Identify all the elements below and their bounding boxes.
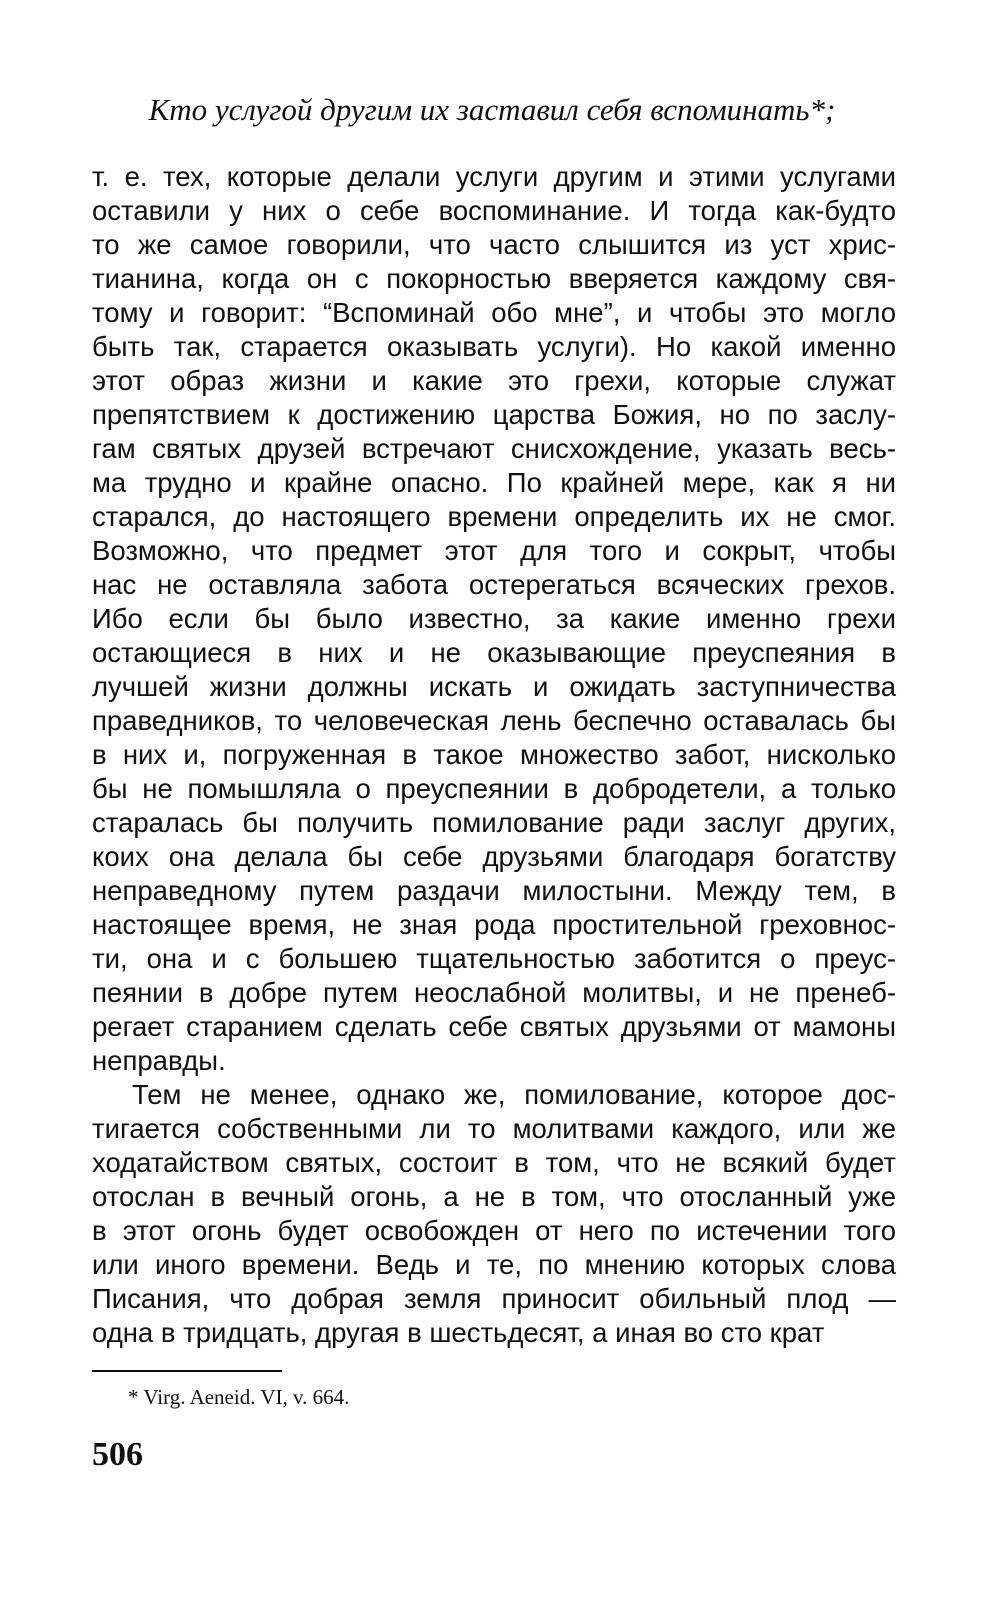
- text-line: нас не оставляла забота остерегаться всяческих грехов.: [92, 569, 896, 600]
- text-line: Ибо если бы было известно, за какие именно грехи: [92, 603, 896, 634]
- text-line: коих она делала бы себе друзьями благодаря богатству: [92, 841, 896, 872]
- paragraph-2: [92, 1078, 896, 1350]
- text-line: ти, она и с большею тщательностью заботится о преус-: [92, 943, 896, 974]
- text-line: неправды.: [92, 1045, 226, 1076]
- text-line: или иного времени. Ведь и те, по мнению которых слова: [92, 1249, 896, 1280]
- text-line: неправедному путем раздачи милостыни. Между тем, в: [92, 875, 896, 906]
- text-line: оставили у них о себе воспоминание. И тогда как-будто: [92, 195, 896, 226]
- text-line: быть так, старается оказывать услуги). Но какой именно: [92, 331, 896, 362]
- text-line: препятствием к достижению царства Божия, но по заслу-: [92, 399, 896, 430]
- text-line: этот образ жизни и какие это грехи, которые служат: [92, 365, 896, 396]
- text-line: Писания, что добрая земля приносит обильный плод —: [92, 1283, 896, 1314]
- text-line: лучшей жизни должны искать и ожидать заступничества: [92, 671, 896, 702]
- page-number: 506: [92, 1436, 143, 1473]
- text-line: старалась бы получить помилование ради заслуг других,: [92, 807, 896, 838]
- footnote-divider: [92, 1370, 282, 1372]
- text-line: ходатайством святых, состоит в том, что не всякий будет: [92, 1147, 896, 1178]
- text-line: в них и, погруженная в такое множество забот, нисколько: [92, 739, 896, 770]
- body-text: [92, 160, 896, 1350]
- text-line: тианина, когда он с покорностью вверяется каждому свя-: [92, 263, 896, 294]
- verse-quote: Кто услугой другим их заставил себя вспоминать*;: [148, 92, 836, 127]
- text-line: настоящее время, не зная рода простительной греховнос-: [92, 909, 896, 940]
- text-line: одна в тридцать, другая в шестьдесят, а иная во сто крат: [92, 1317, 825, 1348]
- footnote: * Virg. Aeneid. VI, v. 664.: [128, 1385, 350, 1409]
- text-line: Тем не менее, однако же, помилование, которое дос-: [132, 1079, 896, 1110]
- text-line: отослан в вечный огонь, а не в том, что отосланный уже: [92, 1181, 896, 1212]
- text-line: пеянии в добре путем неослабной молитвы, и не пренеб-: [92, 977, 896, 1008]
- text-line: ма трудно и крайне опасно. По крайней мере, как я ни: [92, 467, 896, 498]
- text-line: тому и говорит: “Вспоминай обо мне”, и чтобы это могло: [92, 297, 896, 328]
- text-line: остающиеся в них и не оказывающие преуспеяния в: [92, 637, 896, 668]
- text-line: т. е. тех, которые делали услуги другим и этими услугами: [92, 161, 896, 192]
- text-line: Возможно, что предмет этот для того и сокрыт, чтобы: [92, 535, 896, 566]
- text-line: то же самое говорили, что часто слышится из уст хрис-: [92, 229, 896, 260]
- text-line: гам святых друзей встречают снисхождение, указать весь-: [92, 433, 896, 464]
- text-line: в этот огонь будет освобожден от него по истечении того: [92, 1215, 896, 1246]
- paragraph-1: [92, 160, 896, 1078]
- text-line: бы не помышляла о преуспеянии в добродетели, а только: [92, 773, 896, 804]
- text-line: праведников, то человеческая лень беспечно оставалась бы: [92, 705, 896, 736]
- text-line: тигается собственными ли то молитвами каждого, или же: [92, 1113, 896, 1144]
- text-line: регает старанием сделать себе святых друзьями от мамоны: [92, 1011, 896, 1042]
- text-line: старался, до настоящего времени определить их не смог.: [92, 501, 896, 532]
